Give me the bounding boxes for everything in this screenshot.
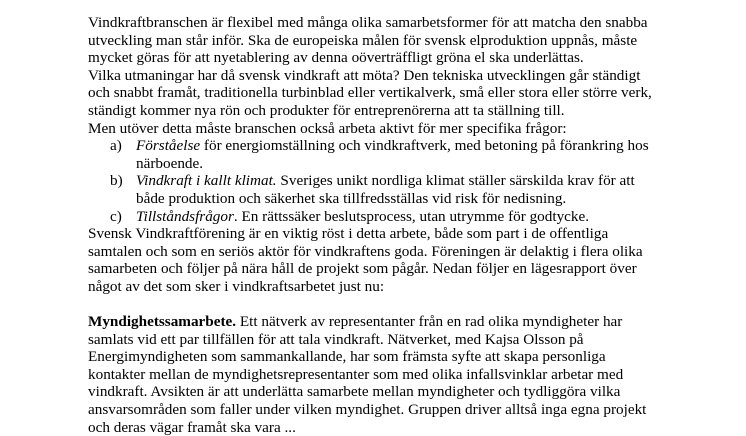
text-line: ständigt kommer nya rön och produkter för entreprenörerna att ta ställning till. <box>88 101 565 119</box>
section-text: Ett nätverk av representanter från en rad olika myndigheter har <box>236 313 623 331</box>
list-text: för energiomställning och vindkraftverk, med betoning på förankring hos <box>200 137 649 155</box>
list-term: Tillståndsfrågor <box>136 207 234 225</box>
intro-paragraph <box>88 14 658 137</box>
list-item <box>88 137 658 172</box>
text-line: Energimyndigheten som sammankallande, har som främsta syfte att skapa personliga <box>88 348 606 366</box>
text-line: något av det som sker i vindkraftsarbetet just nu: <box>88 277 385 295</box>
text-line: och deras vägar framåt ska vara ... <box>88 418 296 436</box>
text-line: Men utöver detta måste branschen också arbeta aktivt för mer specifika frågor: <box>88 119 567 137</box>
list-item <box>88 172 658 207</box>
text-line <box>136 208 658 226</box>
list-marker: a) <box>110 137 122 155</box>
text-line: ansvarsområden som faller under vilken myndighet. Gruppen driver alltså inga egna projekt <box>88 401 647 419</box>
text-line: närboende. <box>136 154 204 172</box>
text-line: samarbeten och följer på nära håll de projekt som pågår. Nedan följer en lägesrapport över <box>88 260 637 278</box>
section-heading: Myndighetssamarbete. <box>88 313 237 331</box>
text-line: vindkraft. Avsikten är att underlätta samarbete mellan myndigheter och tydliggöra vilka <box>88 383 621 401</box>
text-line: samlats vid ett par tillfällen för att tala vindkraft. Nätverket, med Kajsa Olsson på <box>88 330 584 348</box>
paragraph-spacer <box>88 296 658 314</box>
list-text: Sveriges unikt nordliga klimat ställer särskilda krav för att <box>276 172 635 190</box>
list-marker: b) <box>110 172 123 190</box>
text-line: och snabbt framåt, traditionella turbinblad eller vertikalverk, små eller stora eller större verk, <box>88 84 652 102</box>
text-line <box>136 137 658 155</box>
text-line: kontakter mellan de myndighetsrepresentanter som med olika infallsvinklar arbetar med <box>88 365 624 383</box>
text-line: Svensk Vindkraftförening är en viktig röst i detta arbete, både som part i de offentliga <box>88 225 609 243</box>
after-list-paragraph <box>88 225 658 295</box>
list-item <box>88 208 658 226</box>
text-line: mycket göras för att nyetablering av denna oöverträffligt gröna el ska underlättas. <box>88 49 584 67</box>
list-term: Vindkraft i kallt klimat. <box>136 172 277 190</box>
text-line <box>88 313 658 331</box>
text-line: både produktion och säkerhet ska tillfredsställas vid risk för nedisning. <box>136 189 567 207</box>
document-page <box>88 14 658 436</box>
list-marker: c) <box>110 207 122 225</box>
text-line <box>136 172 658 190</box>
issues-list <box>88 137 658 225</box>
text-line: samtalen och som en seriös aktör för vindkraftens goda. Föreningen är delaktig i flera olika <box>88 242 643 260</box>
list-term: Förståelse <box>136 137 201 155</box>
text-line: utveckling man står inför. Ska de europeiska målen för svensk elproduktion uppnås, måste <box>88 31 638 49</box>
text-line: Vindkraftbranschen är flexibel med många olika samarbetsformer för att matcha den snabba <box>88 14 648 31</box>
section-paragraph <box>88 313 658 436</box>
list-text: . En rättssäker beslutsprocess, utan utrymme för godtycke. <box>233 207 590 225</box>
text-line: Vilka utmaningar har då svensk vindkraft att möta? Den tekniska utvecklingen går ständigt <box>88 66 641 84</box>
